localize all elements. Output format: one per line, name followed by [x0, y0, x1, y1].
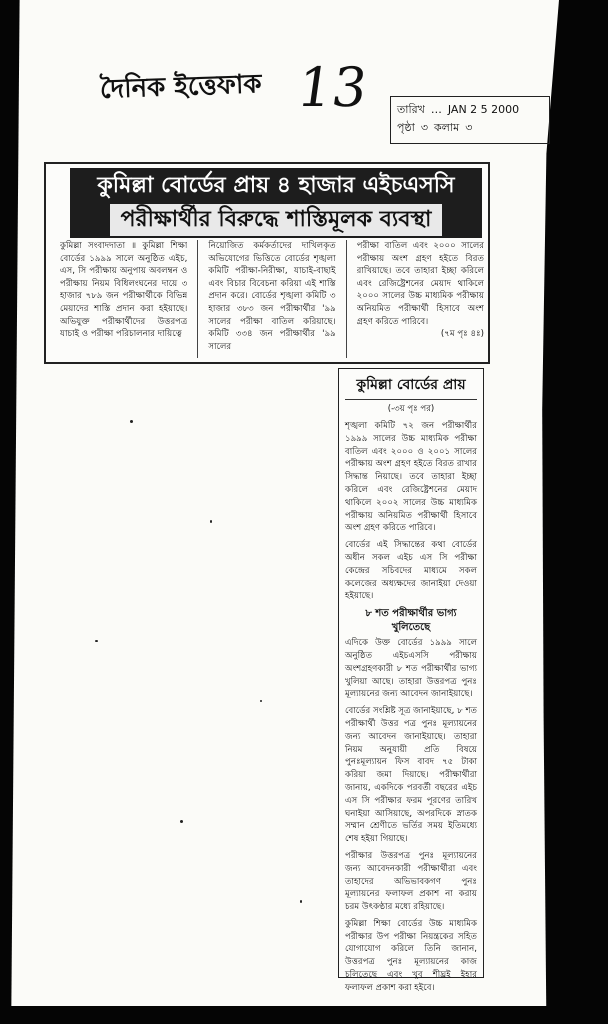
- article-column-2: নিয়োজিত কর্মকর্তাদের দাখিলকৃত অভিযোগের ভিত্তিতে বোর্ডের শৃঙ্খলা কমিটি পরীক্ষা-নিরীক্ষা, যাচাই-বাছাই এবং বিচার বিবেচনা করিয়া এই শাস্তি প্রদান করে। বোর্ডের শৃঙ্খলা কমিটি ৩ হাজার ৩৮৩ জন পরীক্ষার্থীর '৯৯ সালের পরীক্ষা বাতিল করিয়াছে। কমিটি ৩৩৪ জন পরীক্ষার্থীর '৯৯ সালের: [208, 241, 336, 352]
- newspaper-name-handwritten: দৈনিক ইত্তেফাক: [99, 69, 263, 105]
- headline-line-2: পরীক্ষার্থীর বিরুদ্ধে শাস্তিমূলক ব্যবস্থা: [110, 204, 442, 236]
- scan-border-left: [0, 0, 28, 1024]
- continuation-clipping: [338, 368, 484, 993]
- continuation-paragraph: শৃঙ্খলা কমিটি ৭২ জন পরীক্ষার্থীর ১৯৯৯ সালের উচ্চ মাধ্যমিক পরীক্ষা বাতিল এবং ২০০০ ও ২০০১ সালের পরীক্ষায় অংশ গ্রহণ হইতে বিরত রাখার সিদ্ধান্ত নিয়াছে। তবে তাহারা ইচ্ছা করিলে এবং রেজিষ্ট্রেশনের মেয়াদ থাকিলে ২০০২ সালের উচ্চ মাধ্যমিক পরীক্ষায় অনিয়মিত পরীক্ষার্থী হিসাবে অংশ গ্রহণ করিতে পারিবে।: [345, 421, 477, 534]
- continuation-from-page: (-৩য় পৃঃ পর): [387, 404, 435, 414]
- article-column-1: কুমিল্লা সংবাদদাতা ॥ কুমিল্লা শিক্ষা বোর্ডের ১৯৯৯ সালে অনুষ্ঠিত এইচ, এস, সি পরীক্ষায় অনুপায় অবলম্বন ও পরীক্ষায় নিয়ম বিধিলংঘনের দায়ে ৩ হাজার ৭৮৯ জন পরীক্ষার্থীকে বিভিন্ন মেয়াদের শাস্তি প্রদান করা হইয়াছে। অভিযুক্ত পরীক্ষার্থীদের উত্তরপত্র যাচাই ও পরীক্ষা পরিচালনার দায়িত্বে: [60, 241, 188, 340]
- continuation-paragraph: কুমিল্লা শিক্ষা বোর্ডের উচ্চ মাধ্যমিক পরীক্ষার উপ পরীক্ষা নিয়ন্ত্রকের সহিত যোগাযোগ করিলে তিনি জানান, উত্তরপত্র পুনঃ মূল্যায়নের কাজ চলিতেছে এবং খুব শীঘ্রই ইহার ফলাফল প্রকাশ করা হইবে।: [345, 918, 477, 993]
- scan-speck: [130, 420, 133, 423]
- article-headline: [70, 168, 482, 238]
- article-body-columns: [60, 240, 484, 358]
- stamp-column-label: কলাম: [433, 121, 460, 134]
- headline-line-1: কুমিল্লা বোর্ডের প্রায় ৪ হাজার এইচএসসি: [97, 173, 455, 198]
- column-divider: [197, 240, 198, 358]
- scan-speck: [260, 700, 262, 702]
- scan-border-bottom: [0, 1006, 608, 1024]
- continuation-subheading: ৮ শত পরীক্ষার্থীর ভাগ্য খুলিতেছে: [365, 608, 457, 634]
- stamp-date-label: তারিখ: [397, 103, 425, 116]
- continuation-paragraph: পরীক্ষার উত্তরপত্র পুনঃ মূল্যায়নের জন্য আবেদনকারী পরীক্ষার্থীরা এবং তাহাদের অভিভাবকগণ পুনঃ মূল্যায়নের ফলাফল প্রকাশ না করায় চরম উৎকণ্ঠার মধ্যে রহিয়াছে।: [345, 850, 477, 913]
- stamp-column-value: ৩: [465, 121, 473, 134]
- continuation-paragraph: বোর্ডের সংশ্লিষ্ট সূত্র জানাইয়াছে, ৮ শত পরীক্ষার্থী উত্তর পত্র পুনঃ মূল্যায়নের জন্য আবেদন জানাইয়াছে। তাহারা নিয়ম অনুযায়ী প্রতি বিষয়ে পুনঃমূল্যায়ন ফিস বাবদ ৭৫ টাকা করিয়া জমা দিয়াছে। পরীক্ষার্থীরা জানায়, একদিকে পরবর্তী বছরের এইচ এস সি পরীক্ষার ফরম পূরণের তারিখ ঘনাইয়া আসিয়াছে, অপরদিকে স্নাতক সম্মান শ্রেণীতে ভর্তির সময় ইতিমধ্যে শেষ হইয়া গিয়াছে।: [345, 706, 477, 845]
- continuation-paragraph: এদিকে উক্ত বোর্ডের ১৯৯৯ সালে অনুষ্ঠিত এইচএসসি পরীক্ষায় অংশগ্রহণকারী ৮ শত পরীক্ষার্থীর ভাগ্য খুলিয়া আছে। তাহারা উত্তরপত্র পুনঃ মূল্যায়নের জন্য আবেদন জানাইয়াছে।: [345, 638, 477, 700]
- scan-speck: [180, 820, 183, 823]
- column-3-text: পরীক্ষা বাতিল এবং ২০০০ সালের পরীক্ষায় অংশ গ্রহণ হইতে বিরত রাখিয়াছে। তবে তাহারা ইচ্ছা করিলে এবং রেজিষ্ট্রেশনের মেয়াদ থাকিলে ২০০০ সালের উচ্চ মাধ্যমিক পরীক্ষায় অনিয়মিত পরীক্ষার্থী হিসাবে অংশ গ্রহণ করিতে পারিবে।: [356, 241, 484, 327]
- continued-note: (৭ম পৃঃ ৪ঃ): [440, 329, 484, 340]
- continuation-headline: কুমিল্লা বোর্ডের প্রায়: [345, 373, 477, 400]
- stamp-page-label: পৃষ্ঠা: [397, 121, 415, 134]
- scan-speck: [300, 900, 302, 903]
- handwritten-number: 13: [293, 56, 372, 119]
- scan-speck: [95, 640, 98, 642]
- scan-border-right: [538, 0, 608, 1024]
- stamp-page-value: ৩: [420, 121, 428, 134]
- date-stamp: তারিখ … JAN 2 5 2000 পৃষ্ঠা ৩ কলাম ৩: [390, 96, 550, 144]
- article-column-3: [357, 240, 484, 358]
- stamp-date-value: JAN 2 5 2000: [447, 103, 520, 116]
- continuation-paragraph: বোর্ডের এই সিদ্ধান্তের কথা বোর্ডের অধীন সকল এইচ এস সি পরীক্ষা কেন্দ্রের সচিবদের মাধ্যমে সকল কলেজের অধ্যক্ষদের জানাইয়া দেওয়া হইয়াছে।: [345, 540, 477, 602]
- scan-speck: [210, 520, 212, 523]
- column-divider: [346, 240, 347, 358]
